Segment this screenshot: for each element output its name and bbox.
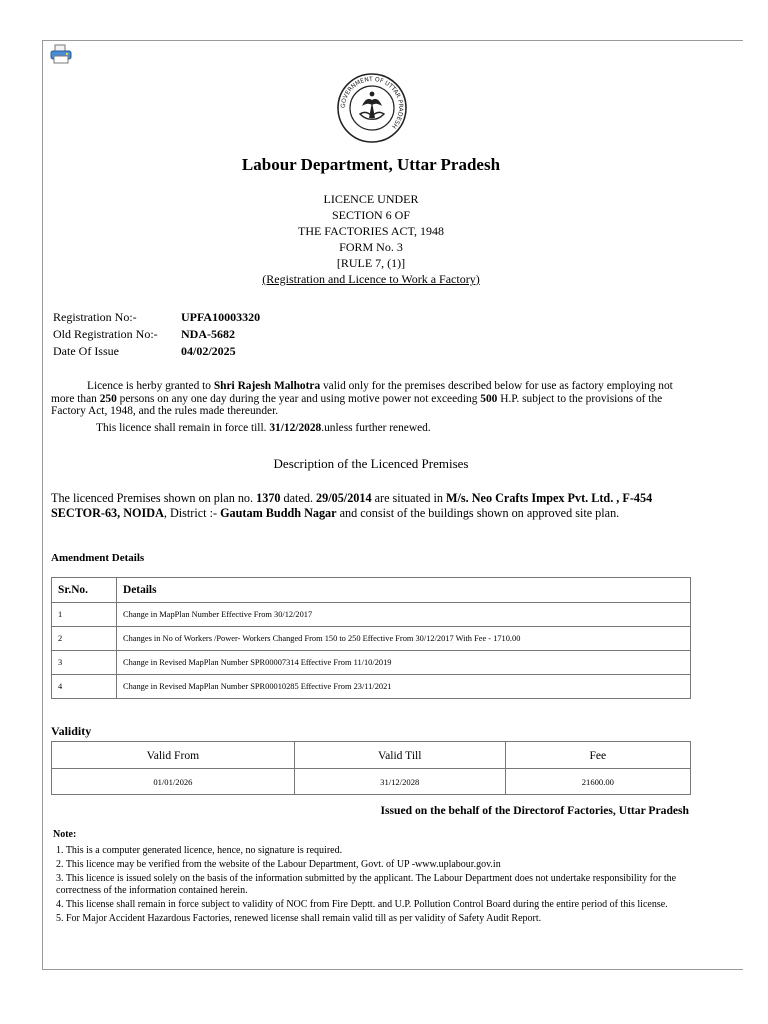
reg-no-value: UPFA10003320 [181, 310, 261, 324]
grant-text: Licence is herby granted to [87, 380, 214, 392]
department-title: Labour Department, Uttar Pradesh [241, 155, 501, 174]
fee-cell: 21600.00 [505, 769, 690, 795]
amendment-table [51, 577, 691, 699]
col-header: Sr.No. [52, 578, 117, 603]
premises-title: Description of the Licenced Premises [273, 456, 469, 471]
licence-heading [0, 191, 742, 287]
details-cell: Change in Revised MapPlan Number SPR00010285 Effective From 23/11/2021 [117, 675, 691, 699]
validity-title: Validity [51, 724, 92, 738]
licence-line: FORM No. 3 [339, 240, 403, 254]
list-item: 4. This license shall remain in force subject to validity of NOC from Fire Deptt. and U.P. Pollution Control Board during the entire period of this license. [56, 899, 668, 911]
sr-no-cell: 2 [52, 627, 117, 651]
table-header-row [52, 742, 691, 769]
force-text: .unless further renewed. [321, 422, 431, 434]
grant-text: persons on any one day during the year and using motive power not exceeding [116, 392, 481, 405]
details-cell: Change in MapPlan Number Effective From 30/12/2017 [117, 603, 691, 627]
valid-till-cell: 31/12/2028 [294, 769, 505, 795]
table-header-row [52, 578, 691, 603]
list-item: 1. This is a computer generated licence, hence, no signature is required. [56, 845, 343, 856]
details-cell: Change in Revised MapPlan Number SPR00007314 Effective From 11/10/2019 [117, 651, 691, 675]
emblem-text: GOVERNMENT OF UTTAR PRADESH [339, 75, 405, 130]
issued-by: Issued on the behalf of the Directorof Factories, Uttar Pradesh [380, 804, 689, 817]
registration-block [53, 309, 260, 360]
valid-from-cell: 01/01/2026 [52, 769, 295, 795]
list-item: 2. This licence may be verified from the website of the Labour Department, Govt. of UP -www.uplabour.gov.in [56, 859, 501, 871]
reg-no-label: Registration No:- [53, 310, 137, 324]
plan-number: 1370 [256, 491, 281, 505]
details-cell: Changes in No of Workers /Power- Workers Changed From 150 to 250 Effective From 30/12/2017 With Fee - 1710.00 [117, 627, 691, 651]
grant-text: H.P. subject to the provisions of the Factory Act, 1948, and the rules made thereunder. [51, 392, 663, 418]
validity-table [51, 741, 691, 795]
up-government-emblem [336, 72, 408, 144]
note-title: Note: [53, 829, 77, 840]
premises-text: are situated in [371, 491, 447, 505]
force-date: 31/12/2028 [269, 422, 322, 434]
col-header: Fee [505, 742, 690, 769]
old-reg-value: NDA-5682 [181, 327, 235, 341]
grant-text: valid only for the premises described below for use as factory employing not more than [51, 380, 673, 405]
force-statement [96, 422, 431, 434]
premises-text: dated. [280, 491, 317, 505]
table-row [52, 651, 691, 675]
sr-no-cell: 1 [52, 603, 117, 627]
sr-no-cell: 4 [52, 675, 117, 699]
printer-icon[interactable] [50, 44, 72, 64]
licence-line: THE FACTORIES ACT, 1948 [297, 224, 444, 238]
premises-text: and consist of the buildings shown on approved site plan. [336, 505, 620, 520]
firm-address: M/s. Neo Crafts Impex Pvt. Ltd. , F-454 SECTOR-63, NOIDA [51, 491, 653, 520]
old-reg-label: Old Registration No:- [53, 327, 158, 341]
district-name: Gautam Buddh Nagar [220, 505, 337, 520]
table-row [52, 603, 691, 627]
issue-date-label: Date Of Issue [53, 344, 119, 358]
col-header: Valid Till [294, 742, 505, 769]
grant-paragraph [51, 380, 691, 418]
premises-text: , District :- [163, 505, 221, 520]
plan-date: 29/05/2014 [316, 491, 372, 505]
col-header: Details [117, 578, 691, 603]
table-row [52, 627, 691, 651]
list-item: 3. This licence is issued solely on the basis of the information submitted by the applicant. The Labour Department does not undertake responsibility for the correctness of the information contained herein. [56, 873, 677, 896]
amendment-title: Amendment Details [51, 552, 145, 564]
issue-date-value: 04/02/2025 [181, 344, 236, 358]
licence-subtitle: (Registration and Licence to Work a Factory) [262, 272, 480, 286]
licence-line: [RULE 7, (1)] [336, 256, 406, 270]
col-header: Valid From [52, 742, 295, 769]
licence-holder: Shri Rajesh Malhotra [213, 380, 321, 392]
force-text: This licence shall remain in force till. [96, 422, 270, 434]
list-item: 5. For Major Accident Hazardous Factories, renewed license shall remain valid till as per validity of Safety Audit Report. [56, 913, 542, 925]
licence-line: SECTION 6 OF [331, 208, 410, 222]
premises-paragraph [51, 491, 693, 520]
notes-list [56, 845, 686, 928]
sr-no-cell: 3 [52, 651, 117, 675]
max-hp: 500 [480, 392, 498, 405]
table-row [52, 769, 691, 795]
max-workers: 250 [99, 392, 117, 405]
licence-line: LICENCE UNDER [323, 192, 419, 206]
premises-text: The licenced Premises shown on plan no. [51, 491, 257, 505]
table-row [52, 675, 691, 699]
